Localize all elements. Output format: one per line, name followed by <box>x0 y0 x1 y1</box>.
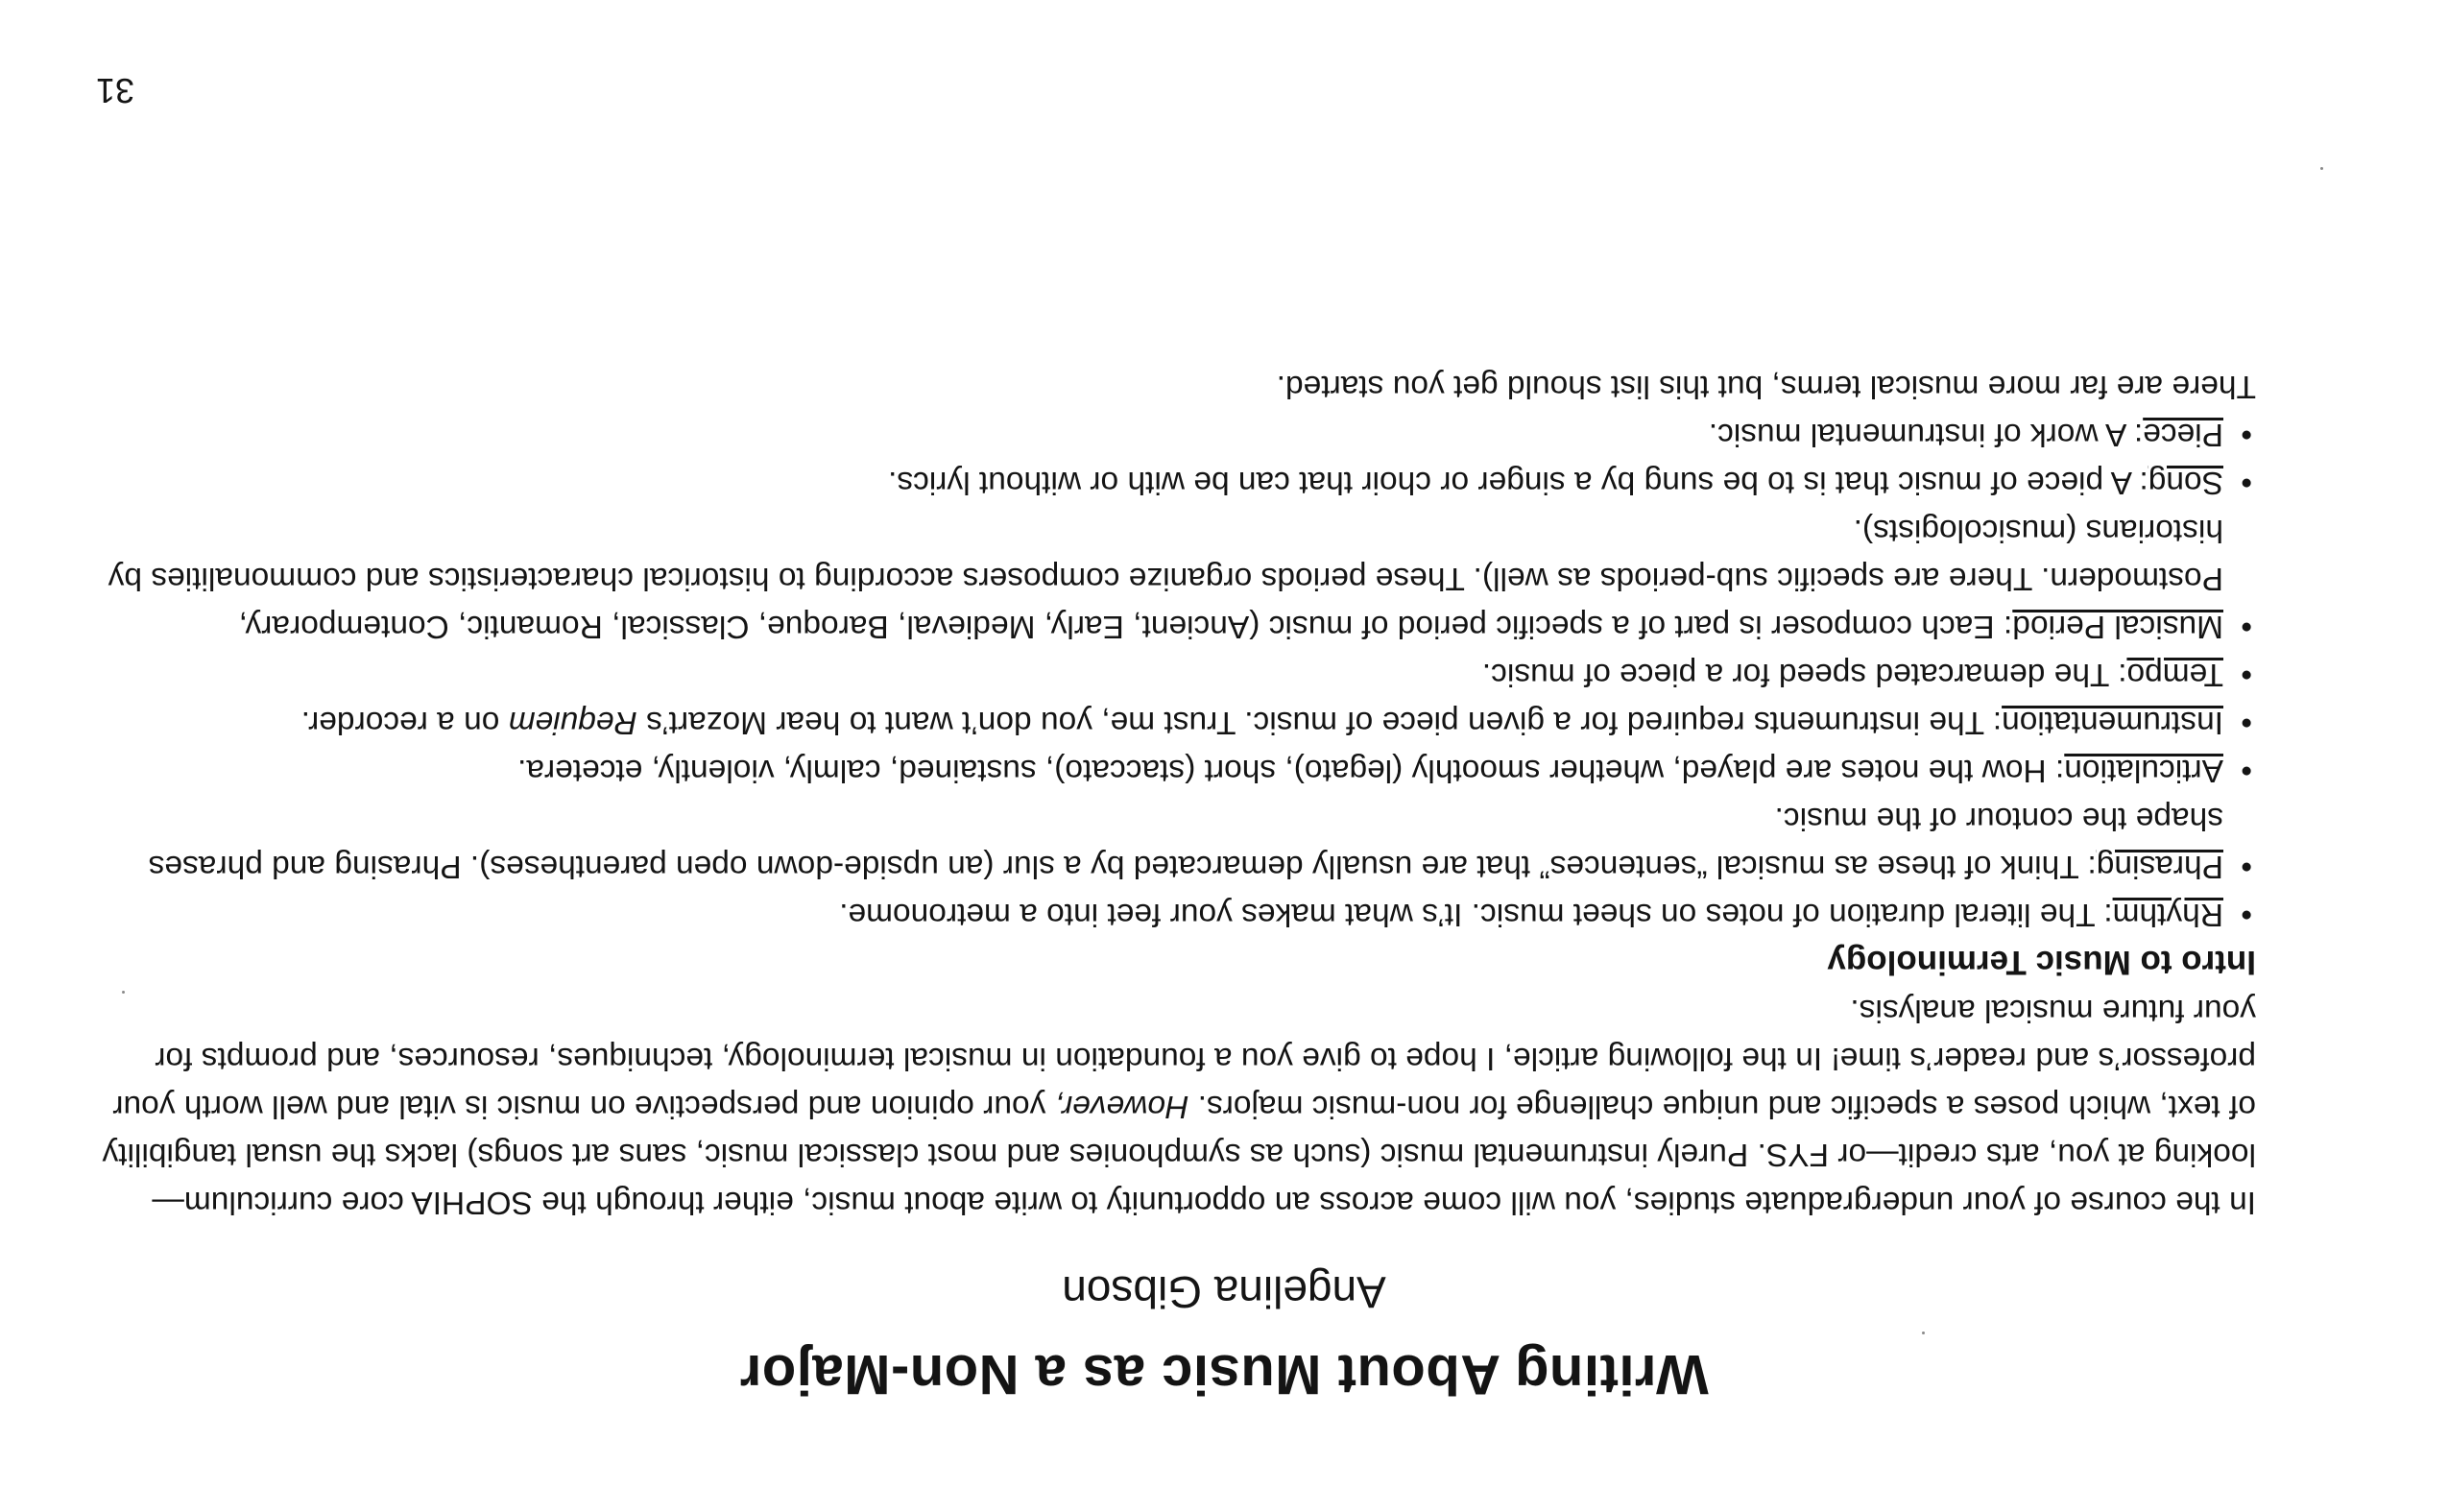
intro-lead-text: In the course of your undergraduate studies, you will come across an opportunity to write about music, either through the SOPHIA core curriculum—looking at you, arts credit—or FYS. Purely instrumental music (such as symphonies and most classical music, sans art songs) lacks the usual tangibility of text, which poses a specific and unique challenge for non-music majors. <box>102 1089 2256 1220</box>
term-definition: : Think of these as musical “sentences” that are usually demarcated by a slur (an upside-down open parentheses). Phrasing and phrases shape the contour of the music. <box>148 801 2223 884</box>
term-label: Phrasing <box>2096 849 2223 884</box>
term-label: Rhythm <box>2112 897 2223 932</box>
intro-trailing-text: your opinion and perspective on music is vital and well worth your professor’s and reader’s time! In the following article, I hope to give you a foundation in musical terminology, techniques, resources, and prompts for your future musical analysis. <box>112 993 2256 1124</box>
term-item-tempo <box>96 650 2256 698</box>
term-definition: : How the notes are played, whether smoothly (legato), short (staccato), sustained, calmly, violently, etcetera. <box>517 753 2065 788</box>
term-item-song <box>96 458 2256 506</box>
section-heading: Intro to Music Terminology <box>1827 944 2256 981</box>
page-number: 31 <box>96 71 135 110</box>
term-definition: : A work of instrumental music. <box>1708 417 2144 452</box>
term-label: Song <box>2148 465 2223 500</box>
term-definition-tail: on a recorder. <box>300 705 509 740</box>
article-title: Writing About Music as a Non-Major <box>739 1343 1709 1405</box>
term-definition: : The instruments required for a given piece of music. Trust me, you don’t want to hear Mozart’s <box>636 705 2003 740</box>
term-label: Instrumentation <box>2002 705 2223 740</box>
term-definition: : Each composer is part of a specific period of music (Ancient, Early, Medieval, Baroque, Classical, Romantic, Contemporary, Postmodern. There are specific sub-periods as well). These periods organize composers according to historical characteristics and commonalities by historians (musicologists). <box>108 513 2223 644</box>
scan-speck <box>122 991 125 994</box>
closing-sentence: There are far more musical terms, but this list should get you started. <box>1276 369 2256 404</box>
author-name: Angelina Gibson <box>1062 1267 1386 1317</box>
term-item-articulation <box>96 746 2256 794</box>
scan-speck <box>2320 167 2323 170</box>
term-label: Musical Period <box>2012 609 2223 644</box>
term-definition-emphasis: Requiem <box>508 705 637 740</box>
term-definition: : The literal duration of notes on sheet music. It’s what makes your feet into a metronome. <box>839 897 2113 932</box>
article-body <box>96 362 2256 1226</box>
term-item-rhythm <box>96 890 2256 938</box>
term-item-musical-period <box>96 506 2256 650</box>
scan-speck <box>1922 1332 1925 1334</box>
intro-paragraph <box>96 986 2256 1226</box>
term-item-piece <box>96 410 2256 458</box>
term-label: Piece <box>2143 417 2223 452</box>
terminology-list <box>96 410 2256 938</box>
term-label: Tempo <box>2126 657 2223 692</box>
term-definition: : A piece of music that is to be sung by a singer or choir that can be with or without lyrics. <box>888 465 2148 500</box>
intro-emphasis: However, <box>1054 1089 1189 1124</box>
term-definition: : The demarcated speed for a piece of music. <box>1481 657 2127 692</box>
term-item-instrumentation <box>96 698 2256 746</box>
term-item-phrasing <box>96 794 2256 890</box>
term-label: Articulation <box>2064 753 2223 788</box>
